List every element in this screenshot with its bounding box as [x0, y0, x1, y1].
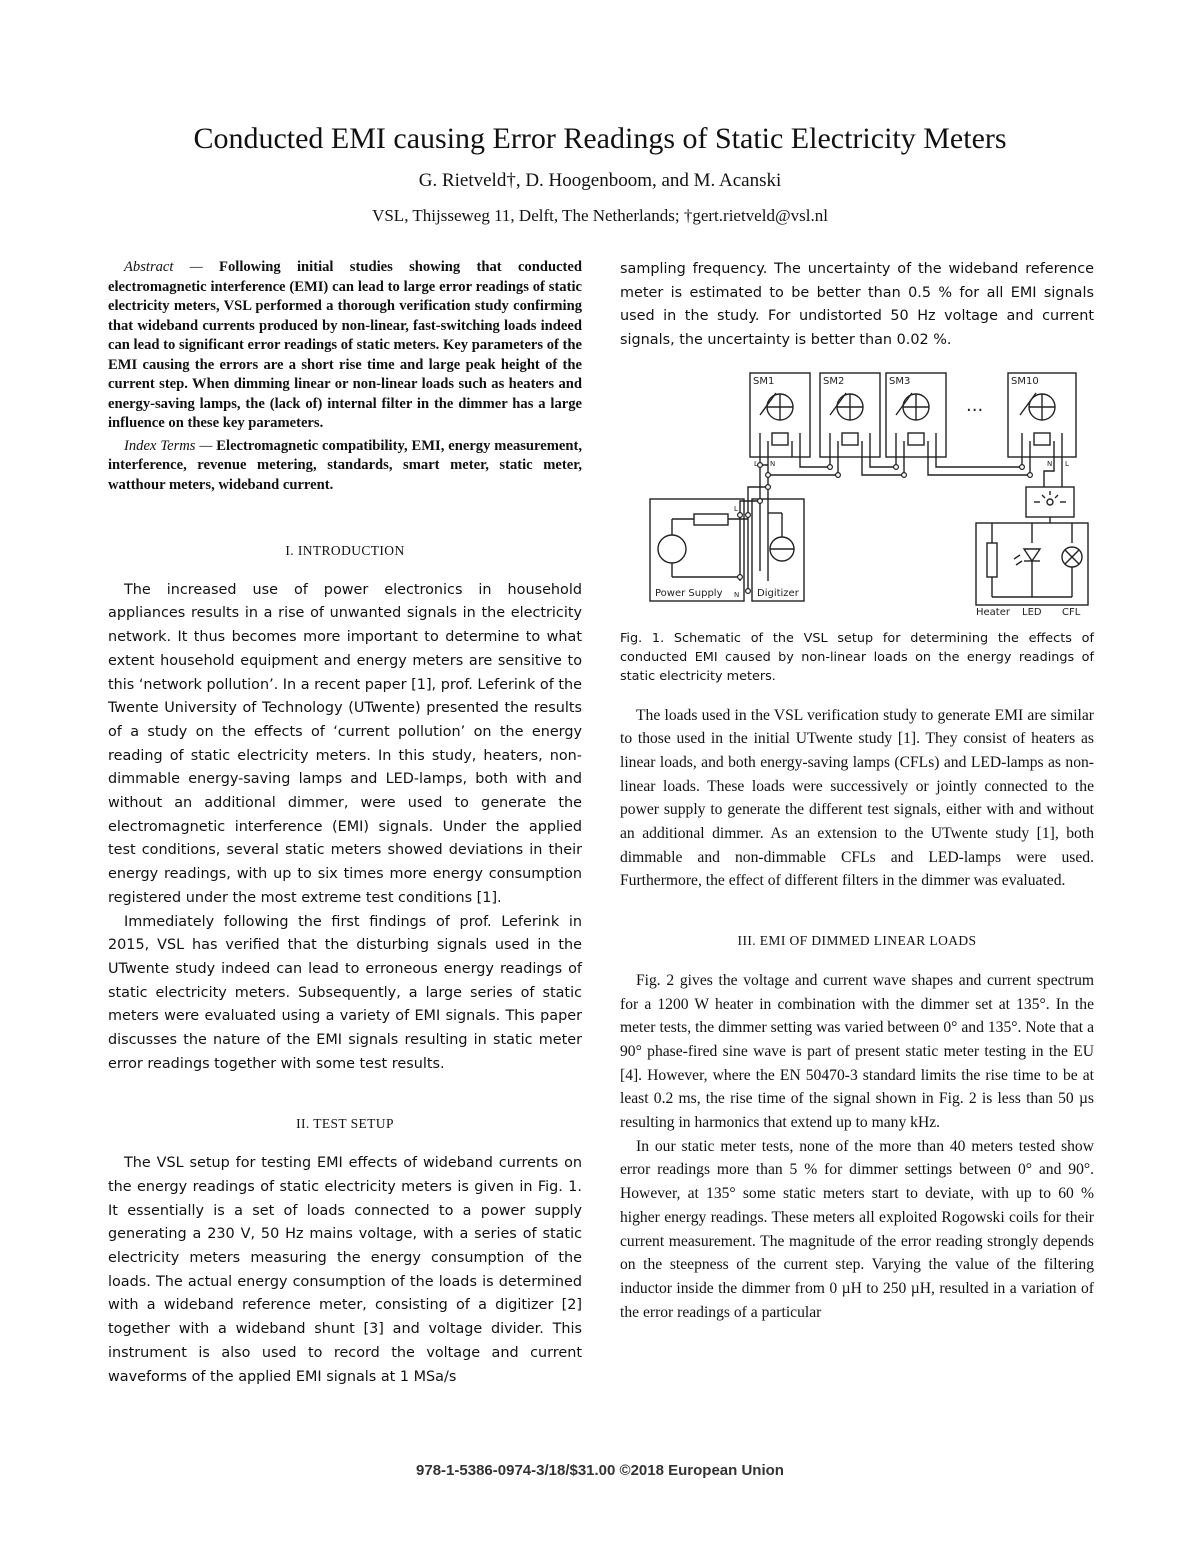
- terminal-n-digitizer: N: [734, 590, 740, 599]
- intro-heading: I. INTRODUCTION: [285, 543, 405, 558]
- figure-1-schematic: [620, 371, 1094, 617]
- led-symbol: [1024, 549, 1040, 561]
- setup-paragraph-1: The VSL setup for testing EMI effects of wideband currents on the energy readings of static electricity meters is given in Fig. 1. It essentially is a set of loads connected to a power supply generating a 230 V, 50 Hz mains voltage, with a series of static electricity meters measuring the energy consumption of the loads. The actual energy consumption of the loads is determined with a wideband reference meter, consisting of a digitizer [2] together with a wideband shunt [3] and voltage divider. This instrument is also used to record the voltage and current waveforms of the applied EMI signals at 1 MSa/s: [108, 1155, 582, 1385]
- intro-paragraph-2: Immediately following the first findings of prof. Leferink in 2015, VSL has verified that the disturbing signals used in the UTwente study indeed can lead to erroneous energy readings of static electricity meters. Subsequently, a large series of static meters were evaluated using a variety of EMI signals. This paper discusses the nature of the EMI signals resulting in static meter error readings together with some test results.: [108, 913, 582, 1072]
- terminal-l-sm10: L: [1065, 459, 1069, 468]
- abstract-text: Following initial studies showing that conducted electromagnetic interference (EMI) can lead to large error readings of static electricity meters, VSL performed a thorough verification study confirming that wideband currents produced by non-linear, fast-switching loads indeed can lead to significant error readings of static meters. Key parameters of the EMI causing the errors are a short rise time and large peak height of the current step. When dimming linear or non-linear loads such as heaters and energy-saving lamps, the (lack of) internal filter in the dimmer has a large influence on these key parameters.: [108, 259, 583, 431]
- cfl-label: CFL: [1062, 606, 1081, 617]
- power-supply-label: Power Supply: [655, 587, 723, 599]
- digitizer-label: Digitizer: [757, 587, 799, 599]
- led-label: LED: [1022, 606, 1042, 617]
- loads-paragraph: The loads used in the VSL verification study to generate EMI are similar to those used in the initial UTwente study [1]. They consist of heaters as linear loads, and both energy-saving lamps (CFLs) and LED-lamps as non-linear loads. These loads were successively or jointly connected to the power supply to generate the different test signals, either with and without an additional dimmer. As an extension to the UTwente study [1], both dimmable and non-dimmable CFLs and LED-lamps were used. Furthermore, the effect of different filters in the dimmer was evaluated.: [620, 706, 1094, 890]
- heater-label: Heater: [976, 606, 1010, 617]
- terminal-l-sm1: L: [754, 459, 758, 468]
- footer-copyright: 978-1-5386-0974-3/18/$31.00 ©2018 European Union: [416, 1462, 784, 1479]
- right-column: [620, 258, 1094, 1324]
- affiliation: VSL, Thijsseweg 11, Delft, The Netherlands; †gert.rietveld@vsl.nl: [372, 206, 828, 225]
- terminal-n-sm10: N: [1047, 459, 1053, 468]
- emi-paragraph-1: Fig. 2 gives the voltage and current wave shapes and current spectrum for a 1200 W heater in combination with the dimmer set at 135°. In the meter tests, the dimmer setting was varied between 0° and 135°. Note that a 90° phase-fired sine wave is part of present static meter testing in the EU [4]. However, where the EN 50470-3 standard limits the rise time to be at least 0.2 ms, the rise time of the signal shown in Fig. 2 is less than 50 µs resulting in harmonics that extend up to many kHz.: [620, 971, 1094, 1132]
- figure-1-caption: Fig. 1. Schematic of the VSL setup for determining the effects of conducted EMI caused by non-linear loads on the energy readings of static electricity meters.: [620, 630, 1094, 684]
- meter-label-sm10: SM10: [1011, 375, 1039, 387]
- left-column: [108, 258, 582, 1389]
- abstract-label: Abstract —: [124, 259, 203, 275]
- index-terms-label: Index Terms —: [124, 437, 213, 454]
- authors: G. Rietveld†, D. Hoogenboom, and M. Acanski: [418, 170, 782, 191]
- terminal-n-sm1: N: [770, 459, 776, 468]
- setup-paragraph-1-continued: sampling frequency. The uncertainty of the wideband reference meter is estimated to be better than 0.5 % for all EMI signals used in the study. For undistorted 50 Hz voltage and current signals, the uncertainty is better than 0.02 %.: [620, 261, 1094, 349]
- emi-heading: III. EMI OF DIMMED LINEAR LOADS: [737, 933, 977, 949]
- index-terms: [108, 437, 582, 496]
- meter-label-sm2: SM2: [823, 375, 845, 387]
- terminal-l-digitizer: L: [734, 504, 738, 513]
- intro-paragraph-1: The increased use of power electronics in household appliances results in a rise of unwanted signals in the electricity network. It thus becomes more important to determine to what extent household equipment and energy meters are sensitive to this ‘network pollution’. In a recent paper [1], prof. Leferink of the Twente University of Technology (UTwente) presented the results of a study on the effects of ‘current pollution’ on the energy reading of static electricity meters. In this study, heaters, non-dimmable energy-saving lamps and LED-lamps, both with and without an additional dimmer, were used to generate the electromagnetic interference (EMI) signals. Under the applied test conditions, several static meters showed deviations in their energy readings, with up to six times more energy consumption registered under the most extreme test conditions [1].: [108, 581, 582, 906]
- figure-1: [620, 371, 1094, 686]
- meter-ellipsis: ...: [966, 394, 984, 416]
- meter-label-sm3: SM3: [889, 375, 911, 387]
- emi-paragraph-2: In our static meter tests, none of the more than 40 meters tested show error readings more than 5 % for dimmer settings between 0° and 90°. However, at 135° some static meters start to deviate, with up to 60 % higher energy readings. These meters all exploited Rogowski coils for their current measurement. The magnitude of the error reading strongly depends on the steepness of the current step. Varying the value of the filtering inductor inside the dimmer from 0 µH to 250 µH, resulted in a variation of the error readings of a particular: [620, 1137, 1094, 1321]
- setup-heading: II. TEST SETUP: [296, 1116, 394, 1132]
- heater-resistor: [987, 543, 997, 577]
- abstract: [108, 258, 582, 434]
- meter-label-sm1: SM1: [753, 375, 775, 387]
- page-title: Conducted EMI causing Error Readings of Static Electricity Meters: [193, 122, 1007, 155]
- index-terms-text: Electromagnetic compatibility, EMI, energy measurement, interference, revenue metering, standards, smart meter, static meter, watthour meters, wideband current.: [108, 437, 582, 493]
